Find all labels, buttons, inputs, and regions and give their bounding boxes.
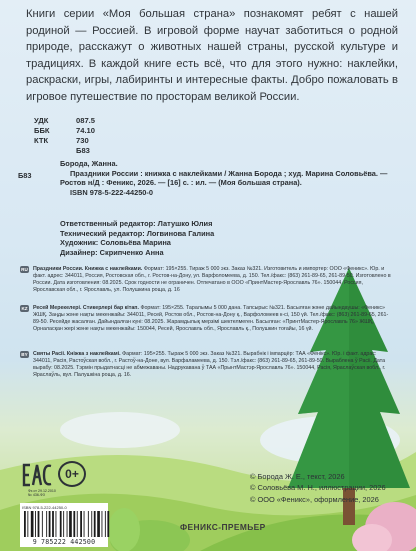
imprint-kz: KZ Ресей Мерекелері. Стикерлері бар кітап. Формат: 195×255. Таралымы 5 000 дана. Тапсырыс №321. Басылған және дайындаушы: «Феникс» ЖШҚ. Заңды және нақты мекенжайы: 344011, Ресей, Ростов обл., Ростов-на-Дону қ., Варфоломеев к-сі, 150 үй. Тел./факс: (863) 261-89-65, 261-89-50. Ресейде жасалған. Дайындалған күні: 08.2025. Жарамдылық мерзімі шектелмеген. Басылған: «ПринтМастер-Ярославль 76» ЖШҚ, Орналасқан жері және нақты мекенжайы: 150044, Ресей, Ярославль обл., Ярославль қ., Полушкин тоғайы, 16 үй. xyxy=(21,305,389,332)
barcode-bar xyxy=(77,511,78,537)
imprint-by: BY Святы Расіі. Кніжка з наклейкамі. Фармат: 195×255. Тыраж 5 000 экз. Заказ №321. Вырабнік і імпарцёр: ТАА «Фенікс». Юр. і факт. адрас: 344011, Расія, Растоўская вобл., г. Растоў-на-Доне, вул. Варфаламеева, д. 150. Тэл./факс: (863) 261-89-65, 261-89-50. Выраблена ў Расіі. Дата вырабу: 08.2025. Тэрмін прыдатнасці не абмежаваны. Надрукавана ў ТАА «ПрынтМастэр-Ярославль 76». 150044, Расія, Яраслаўская вобл., г. Яраслаўль, вул. Палушкіна роща, д. 16. xyxy=(21,351,386,378)
barcode-bar xyxy=(35,511,36,537)
barcode-bar xyxy=(105,511,106,537)
record-line-2: Ростов н/Д : Феникс, 2026. — [16] с. : ил. — (Моя большая страна). xyxy=(60,178,302,188)
barcode-bar xyxy=(49,511,51,537)
staff-row: Художник: Соловьёва Марина xyxy=(60,238,171,248)
barcode-bar xyxy=(102,511,103,537)
small-law-text: Фз от 29.12.2010 № 436-ФЗ xyxy=(28,489,56,498)
staff-row: Ответственный редактор: Латушко Юлия xyxy=(60,219,213,228)
barcode-bar xyxy=(88,511,89,537)
copyright-illustrations: © Соловьёва М. Н., иллюстрации, 2026 xyxy=(250,483,386,493)
barcode-bar xyxy=(67,511,68,537)
staff-row: Технический редактор: Логвинова Галина xyxy=(60,228,215,238)
flag-ru-icon: RU xyxy=(21,267,28,272)
age-rating-badge: 0+ xyxy=(58,461,86,487)
staff-row: Дизайнер: Скрипченко Анна xyxy=(60,247,164,257)
bbk-line: ББК 74.10 xyxy=(34,126,96,135)
barcode-bar xyxy=(107,511,109,537)
barcode-digits: 9 785222 442500 xyxy=(32,538,96,546)
barcode-bar xyxy=(91,511,92,537)
series-description-paragraph-2: В каждой книге есть всё, что для этого нужно: наклейки, раскраски, игры, лабиринты и интересные факты. Добро пожаловать в игровое путешествие по просторам великой России. xyxy=(26,57,399,103)
barcode-bar xyxy=(42,511,43,537)
series-description-paragraph-1: Книги серии «Моя большая страна» познакомят ребят с нашей родиной — Россией. В игровой форме научат заботиться о родной природе, расскажут о животных нашей страны, русской культуре и традициях. xyxy=(26,8,398,70)
barcode-bar xyxy=(38,511,40,537)
barcode-bar xyxy=(24,511,26,537)
barcode-bar xyxy=(94,511,96,537)
copyright-text: © Борода Ж. Е., текст, 2026 xyxy=(250,472,345,481)
barcode-bar xyxy=(52,511,54,537)
copyright-design: © ООО «Феникс», оформление, 2026 xyxy=(250,494,379,504)
barcode-isbn: ISBN 978-5-222-44250-0 xyxy=(22,505,67,510)
flag-by-icon: BY xyxy=(21,352,28,357)
ktk-line: КТК 730 xyxy=(34,136,89,145)
author-code-left: Б83 xyxy=(18,171,32,180)
barcode-bar xyxy=(46,511,47,537)
barcode-bar xyxy=(27,511,28,537)
record-line-1: Праздники России : книжка с наклейками / Жанна Борода ; худ. Марина Соловьёва. — xyxy=(70,168,388,178)
imprint-ru: RU Праздники России. Книжка с наклейками. Формат: 195×255. Тираж 5 000 экз. Заказ №321. Изготовитель и импортер: ООО «Феникс». Юр. и факт. адрес: 344011, Россия, Ростовская обл., г. Ростов-на-Дону, ул. Варфоломеева, д. 150. Тел./факс: (863) 261-89-65, 261-89-50. Изготовлено в России. Дата изготовления: 08.2025. Срок годности не ограничен. Отпечатано в ООО «ПринтМастер-Ярославль 76». 150044, Россия, Ярославская обл., г. Ярославль, ул. Полушкина роща, д. 16 xyxy=(21,266,391,293)
author-code: Б83 xyxy=(76,146,90,155)
barcode-bar xyxy=(80,511,82,537)
barcode-bar xyxy=(60,511,62,537)
udk-line: УДК 087.5 xyxy=(34,116,96,125)
author-name: Борода, Жанна. xyxy=(60,159,118,168)
barcode-bar xyxy=(84,511,85,537)
barcode-bar xyxy=(56,511,57,537)
publisher-logo: ФЕНИКС-ПРЕМЬЕР xyxy=(180,522,266,532)
barcode-bar xyxy=(73,511,75,537)
barcode-bar xyxy=(31,511,34,537)
barcode-bar xyxy=(63,511,64,537)
flag-kz-icon: KZ xyxy=(21,306,28,311)
barcode-bar xyxy=(97,511,100,537)
isbn-line: ISBN 978-5-222-44250-0 xyxy=(70,187,153,197)
barcode-bar xyxy=(69,511,72,537)
